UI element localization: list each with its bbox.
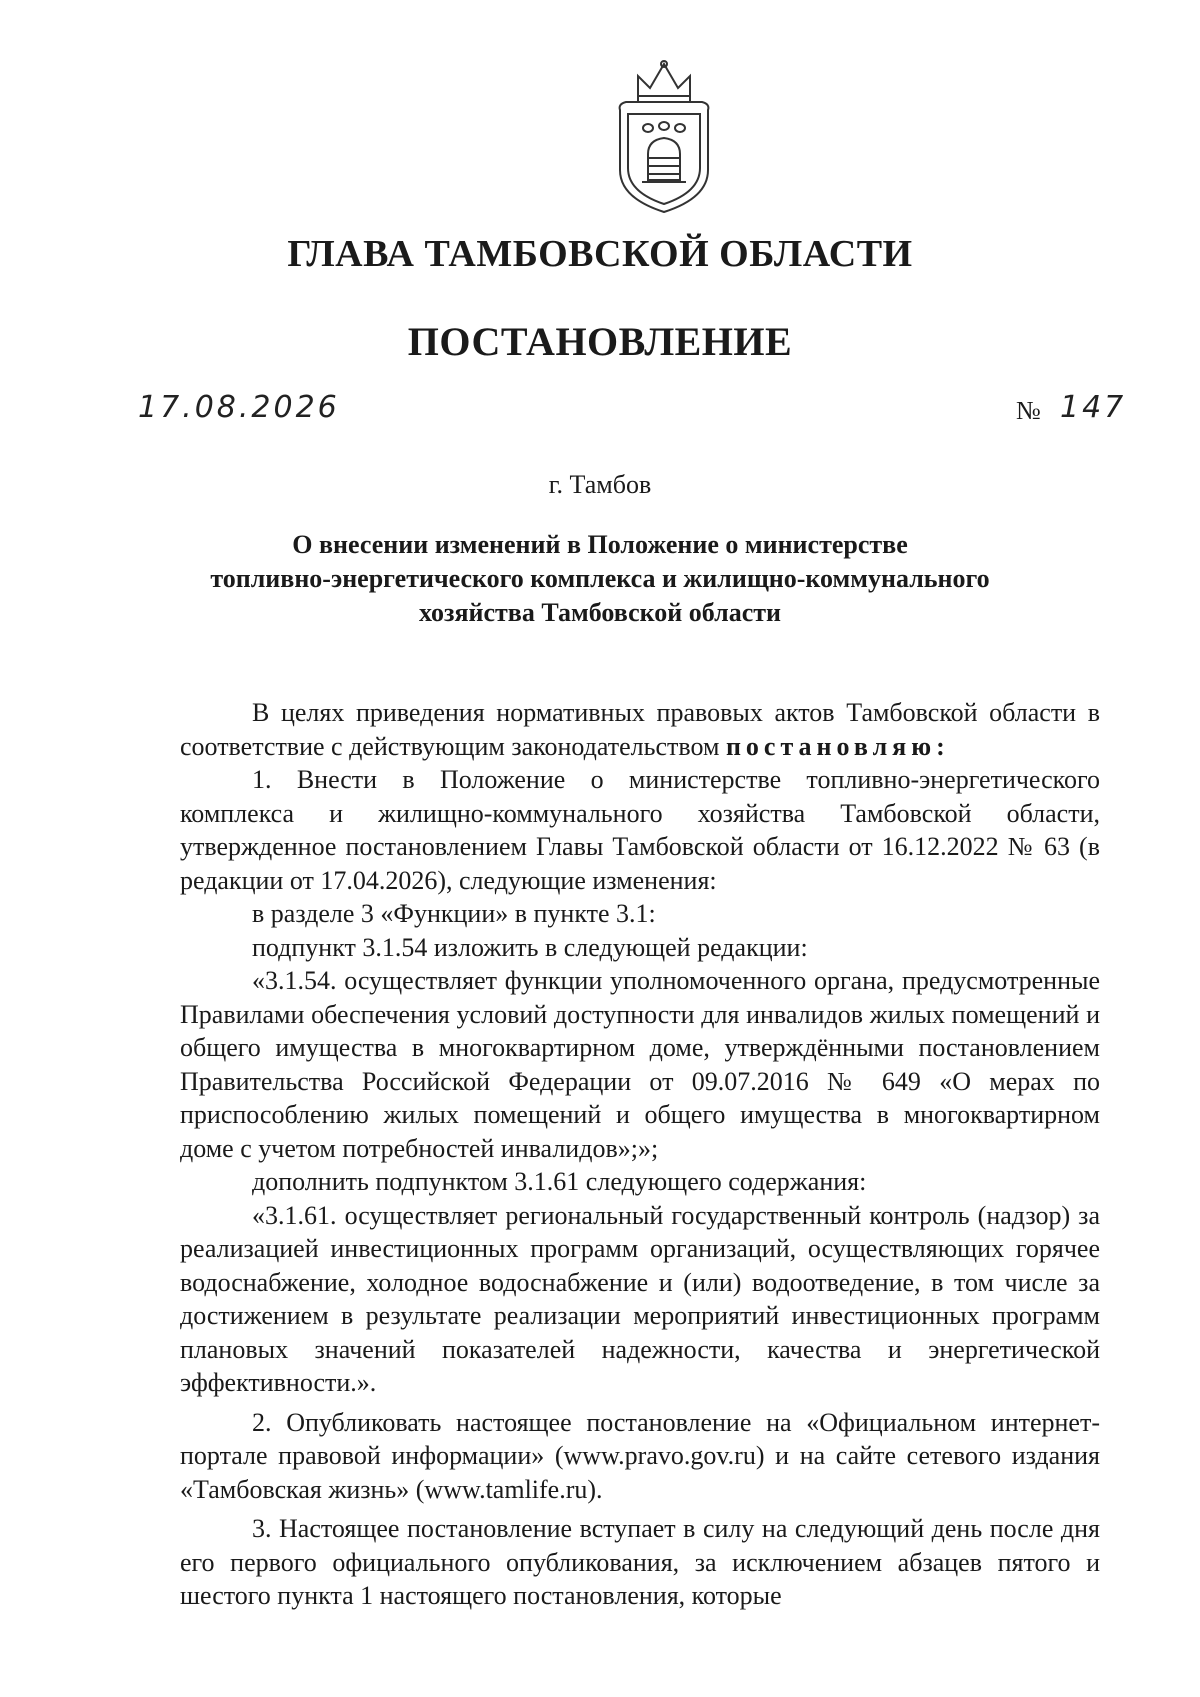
document-date: 17.08.2026 <box>138 390 340 425</box>
paragraph-subitem-3-1-54-intro: подпункт 3.1.54 изложить в следующей редакции: <box>252 932 808 962</box>
tambov-coat-of-arms-icon <box>608 58 720 216</box>
paragraph-subitem-3-1-61: «3.1.61. осуществляет региональный государственный контроль (надзор) за реализацией инвестиционных программ организаций, осуществляющих горячее водоснабжение, холодное водоснабжение и (или) водоотведение, в том числе за достижением в результате реализации мероприятий инвестиционных программ плановых значений показателей надежности, качества и энергетической эффективности.». <box>180 1200 1100 1397</box>
issuing-authority: ГЛАВА ТАМБОВСКОЙ ОБЛАСТИ <box>287 233 913 275</box>
document-body <box>180 696 1100 1613</box>
paragraph-subitem-3-1-61-intro: дополнить подпунктом 3.1.61 следующего содержания: <box>252 1167 867 1196</box>
intro-paragraph <box>180 696 1100 763</box>
number-label: № <box>1016 396 1041 425</box>
document-number: 147 <box>1060 390 1127 425</box>
heading-line-3: хозяйства Тамбовской области <box>418 598 782 627</box>
resolve-word: постановляю: <box>725 731 950 761</box>
document-type: ПОСТАНОВЛЕНИЕ <box>407 319 793 364</box>
paragraph-item-1: 1. Внести в Положение о министерстве топливно-энергетического комплекса и жилищно-коммунального хозяйства Тамбовской области, утвержденное постановлением Главы Тамбовской области от 16.12.2022 № 63 (в редакции от 17.04.2026), следующие изменения: <box>180 765 1100 895</box>
document-heading <box>190 528 1010 630</box>
document-number-block <box>1016 390 1127 426</box>
intro-text: В целях приведения нормативных правовых актов Тамбовской области в соответствие с действующим законодательством <box>180 698 1100 761</box>
paragraph-subitem-3-1-54: «3.1.54. осуществляет функции уполномоченного органа, предусмотренные Правилами обеспечения условий доступности для инвалидов жилых помещений и общего имущества в многоквартирном доме, утверждёнными постановлением Правительства Российской Федерации от 09.07.2016 № 649 «О мерах по приспособлению жилых помещений и общего имущества в многоквартирном доме с учетом потребностей инвалидов»;»; <box>180 966 1100 1163</box>
heading-line-2: топливно-энергетического комплекса и жилищно-коммунального <box>210 564 990 593</box>
paragraph-item-3: 3. Настоящее постановление вступает в силу на следующий день после дня его первого официального опубликования, за исключением абзацев пятого и шестого пункта 1 настоящего постановления, которые <box>180 1514 1100 1610</box>
city-of-issue: г. Тамбов <box>548 470 652 499</box>
heading-line-1: О внесении изменений в Положение о министерстве <box>292 530 908 559</box>
paragraph-item-2: 2. Опубликовать настоящее постановление на «Официальном интернет-портале правовой информации» (www.pravo.gov.ru) и на сайте сетевого издания «Тамбовская жизнь» (www.tamlife.ru). <box>180 1407 1100 1504</box>
paragraph-section-3: в разделе 3 «Функции» в пункте 3.1: <box>252 899 656 928</box>
